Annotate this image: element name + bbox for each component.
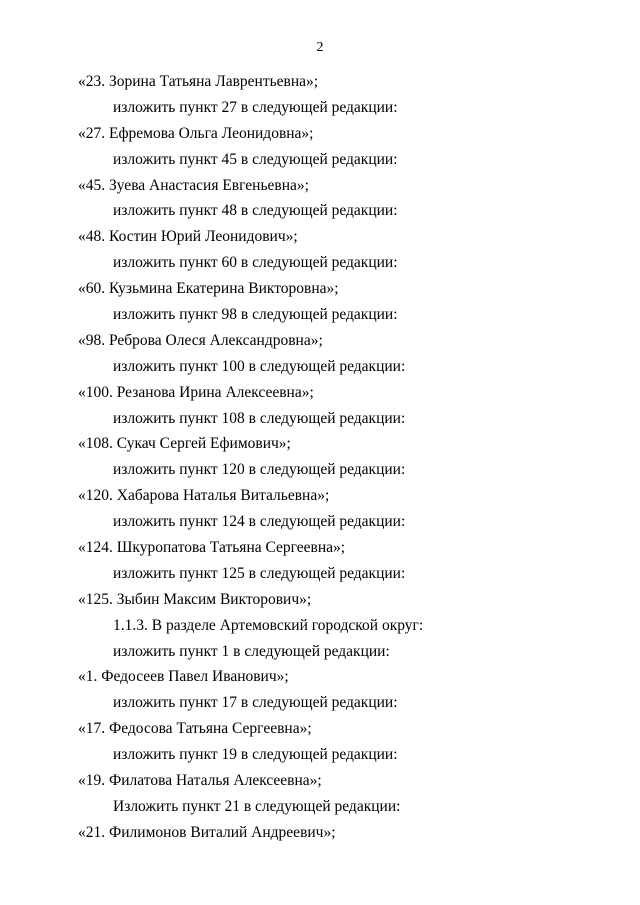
instruction-line: изложить пункт 100 в следующей редакции: — [113, 357, 406, 375]
list-entry: «60. Кузьмина Екатерина Викторовна»; — [78, 280, 339, 298]
list-entry: «100. Резанова Ирина Алексеевна»; — [78, 383, 314, 401]
instruction-line: изложить пункт 45 в следующей редакции: — [113, 150, 398, 168]
list-entry: «17. Федосова Татьяна Сергеевна»; — [78, 720, 312, 738]
list-entry: «108. Сукач Сергей Ефимович»; — [78, 435, 291, 453]
list-entry: «48. Костин Юрий Леонидович»; — [78, 228, 298, 246]
instruction-line: изложить пункт 17 в следующей редакции: — [113, 694, 398, 712]
list-entry: «124. Шкуропатова Татьяна Сергеевна»; — [78, 539, 346, 557]
instruction-line: изложить пункт 124 в следующей редакции: — [113, 513, 406, 531]
instruction-line: изложить пункт 125 в следующей редакции: — [113, 564, 406, 582]
instruction-line: изложить пункт 108 в следующей редакции: — [113, 409, 406, 427]
instruction-line: изложить пункт 98 в следующей редакции: — [113, 306, 398, 324]
list-entry: «1. Федосеев Павел Иванович»; — [78, 668, 289, 686]
instruction-line: Изложить пункт 21 в следующей редакции: — [113, 797, 401, 815]
list-entry: «45. Зуева Анастасия Евгеньевна»; — [78, 176, 309, 194]
instruction-line: изложить пункт 60 в следующей редакции: — [113, 254, 398, 272]
page-number: 2 — [316, 40, 324, 55]
instruction-line: изложить пункт 1 в следующей редакции: — [113, 642, 390, 660]
instruction-line: изложить пункт 120 в следующей редакции: — [113, 461, 406, 479]
list-entry: «120. Хабарова Наталья Витальевна»; — [78, 487, 330, 505]
instruction-line: изложить пункт 48 в следующей редакции: — [113, 202, 398, 220]
list-entry: «21. Филимонов Виталий Андреевич»; — [78, 823, 336, 841]
list-entry: «125. Зыбин Максим Викторович»; — [78, 590, 312, 608]
instruction-line: изложить пункт 27 в следующей редакции: — [113, 98, 398, 116]
instruction-line: изложить пункт 19 в следующей редакции: — [113, 746, 398, 764]
list-entry: «98. Реброва Олеся Александровна»; — [78, 331, 323, 349]
list-entry: «19. Филатова Наталья Алексеевна»; — [78, 772, 322, 790]
document-body — [0, 72, 640, 849]
list-entry: «27. Ефремова Ольга Леонидовна»; — [78, 124, 314, 142]
instruction-line: 1.1.3. В разделе Артемовский городской округ: — [113, 616, 424, 634]
list-entry: «23. Зорина Татьяна Лаврентьевна»; — [78, 73, 319, 90]
